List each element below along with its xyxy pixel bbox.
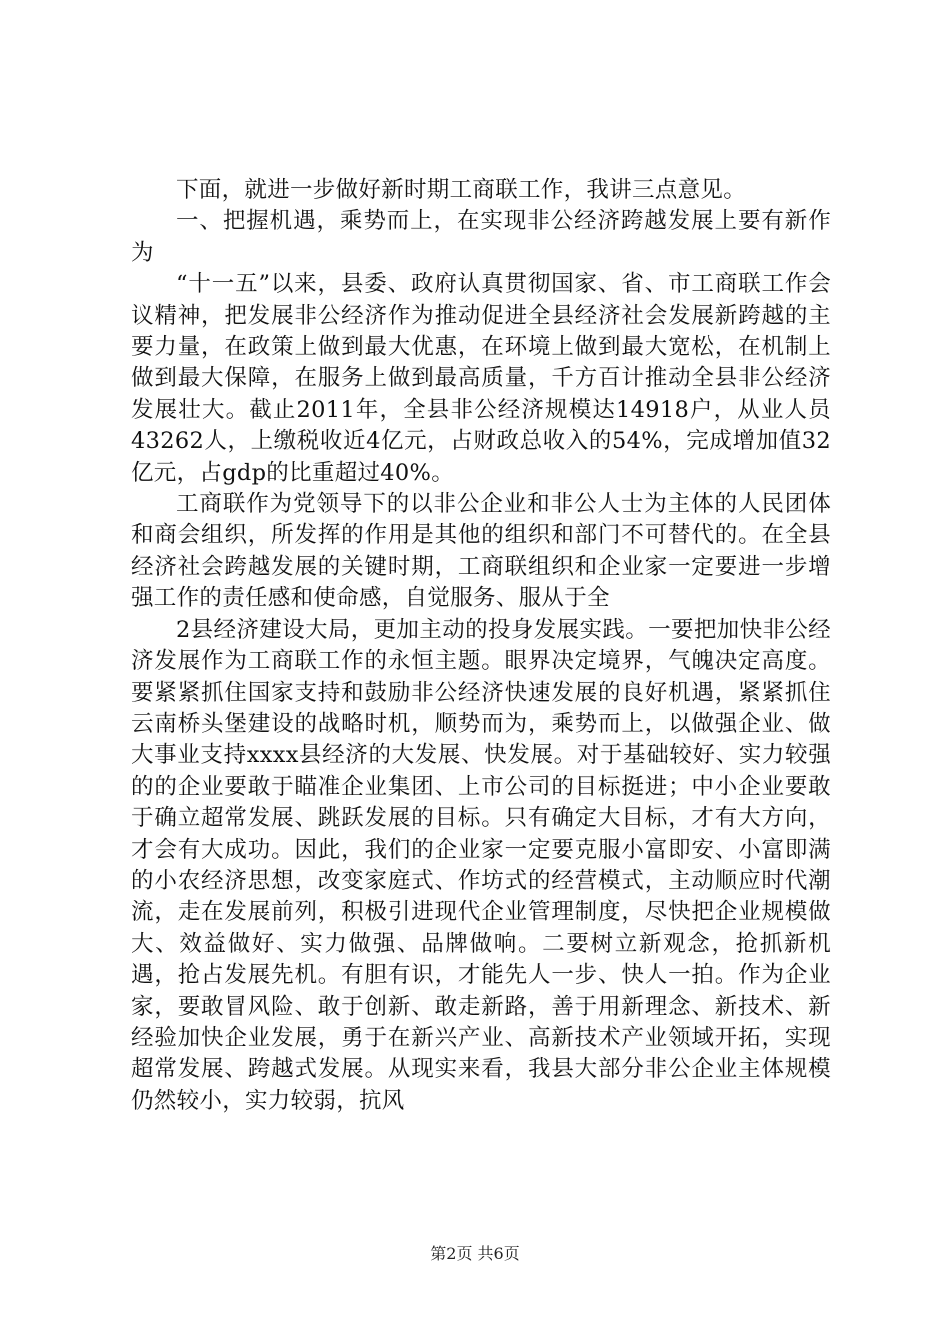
paragraph-tasks: 2县经济建设大局，更加主动的投身发展实践。一要把加快非公经济发展作为工商联工作的永恒主题。眼界决定境界，气魄决定高度。要紧紧抓住国家支持和鼓励非公经济快速发展的良好机遇，紧紧抓住云南桥头堡建设的战略时机，顺势而为，乘势而上，以做强企业、做大事业支持xxxx县经济的大发展、快发展。对于基础较好、实力较强的的企业要敢于瞄准企业集团、上市公司的目标挺进；中小企业要敢于确立超常发展、跳跃发展的目标。只有确定大目标，才有大方向，才会有大成功。因此，我们的企业家一定要克服小富即安、小富即满的小农经济思想，改变家庭式、作坊式的经营模式，主动顺应时代潮流，走在发展前列，积极引进现代企业管理制度，尽快把企业规模做大、效益做好、实力做强、品牌做响。二要树立新观念，抢抓新机遇，抢占发展先机。有胆有识，才能先人一步、快人一拍。作为企业家，要敢冒风险、敢于创新、敢走新路，善于用新理念、新技术、新经验加快企业发展，勇于在新兴产业、高新技术产业领域开拓，实现超常发展、跨越式发展。从现实来看，我县大部分非公企业主体规模仍然较小，实力较弱，抗风 [131,616,831,1114]
section-heading-1: 一、把握机遇，乘势而上，在实现非公经济跨越发展上要有新作为 [131,208,831,266]
page-number-footer: 第2页 共6页 [430,1244,520,1263]
paragraph-intro: 下面，就进一步做好新时期工商联工作，我讲三点意见。 [176,177,747,203]
paragraph-achievements: “十一五”以来，县委、政府认真贯彻国家、省、市工商联工作会议精神，把发展非公经济作为推动促进全县经济社会发展新跨越的主要力量，在政策上做到最大优惠，在环境上做到最大宽松，在机制上做到最大保障，在服务上做到最高质量，千方百计推动全县非公经济发展壮大。截止2011年，全县非公经济规模达14918户，从业人员43262人，上缴税收近4亿元，占财政总收入的54%，完成增加值32亿元，占gdp的比重超过40%。 [131,271,831,486]
paragraph-role: 工商联作为党领导下的以非公企业和非公人士为主体的人民团体和商会组织，所发挥的作用是其他的组织和部门不可替代的。在全县经济社会跨越发展的关键时期，工商联组织和企业家一定要进一步增强工作的责任感和使命感，自觉服务、服从于全 [131,491,831,612]
document-body [131,175,831,1117]
